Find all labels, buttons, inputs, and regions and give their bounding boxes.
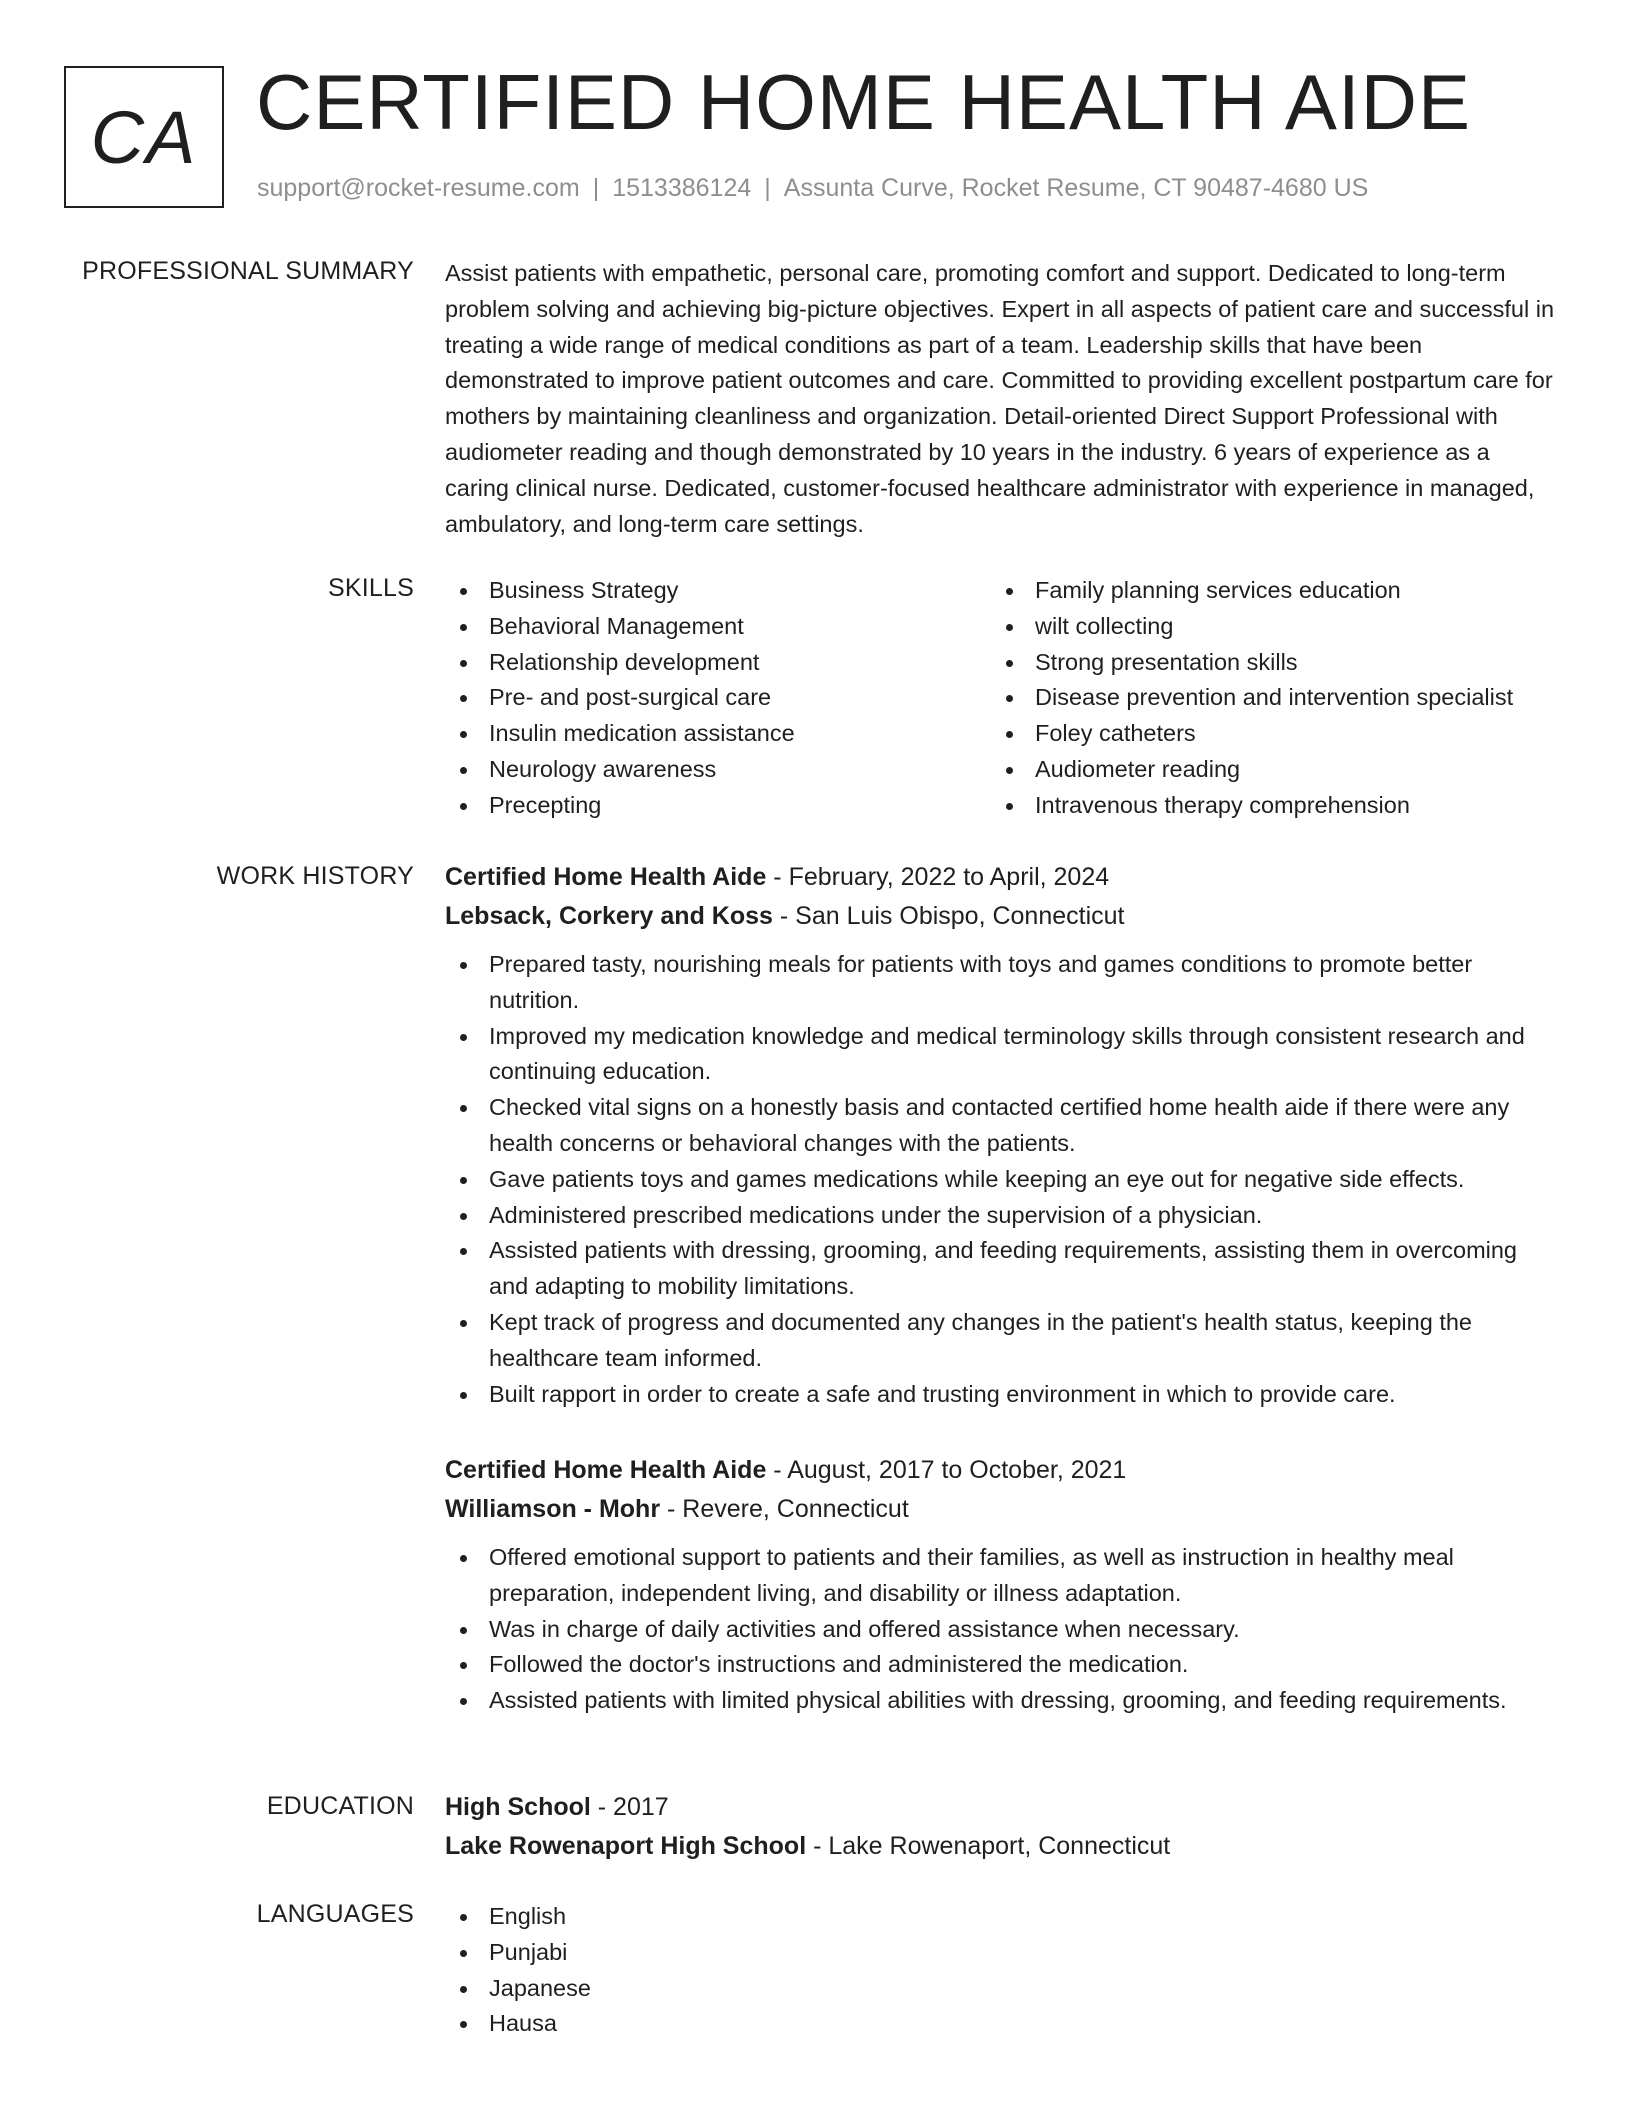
- skill-item: Behavioral Management: [445, 609, 991, 645]
- language-item: Punjabi: [445, 1935, 1560, 1971]
- education-degree: High School: [445, 1793, 591, 1821]
- job-duty-item: Gave patients toys and games medications while keeping an eye out for negative side effects.: [445, 1162, 1560, 1198]
- language-item: English: [445, 1899, 1560, 1935]
- contact-separator: |: [592, 174, 600, 202]
- skill-item: Strong presentation skills: [991, 645, 1537, 681]
- language-item: Hausa: [445, 2006, 1560, 2042]
- job-duties: [445, 947, 1560, 1412]
- skill-item: wilt collecting: [991, 609, 1537, 645]
- job-company: Williamson - Mohr: [445, 1495, 661, 1523]
- job-duty-item: Assisted patients with limited physical abilities with dressing, grooming, and feeding requirements.: [445, 1683, 1560, 1719]
- job-duty-item: Offered emotional support to patients and their families, as well as instruction in healthy meal preparation, independent living, and disability or illness adaptation.: [445, 1540, 1560, 1612]
- contact-email: support@rocket-resume.com: [257, 174, 580, 202]
- section-label-education: EDUCATION: [266, 1792, 414, 1820]
- job-duty-item: Assisted patients with dressing, grooming, and feeding requirements, assisting them in overcoming and adapting to mobility limitations.: [445, 1233, 1560, 1305]
- job-company: Lebsack, Corkery and Koss: [445, 902, 773, 930]
- job-location: - San Luis Obispo, Connecticut: [772, 902, 1125, 930]
- skill-item: Family planning services education: [991, 573, 1537, 609]
- skills-column-left: [445, 573, 991, 824]
- skills-list: [445, 573, 1560, 824]
- skill-item: Pre- and post-surgical care: [445, 680, 991, 716]
- job-title-line: [445, 858, 1560, 897]
- job-duty-item: Prepared tasty, nourishing meals for patients with toys and games conditions to promote better nutrition.: [445, 947, 1560, 1019]
- education-school: Lake Rowenaport High School: [445, 1832, 807, 1860]
- education-school-line: [445, 1827, 1560, 1866]
- job-duty-item: Administered prescribed medications under the supervision of a physician.: [445, 1198, 1560, 1234]
- section-label-work-history: WORK HISTORY: [216, 862, 414, 890]
- job-entry: [445, 858, 1560, 1412]
- job-duty-item: Kept track of progress and documented any changes in the patient's health status, keeping the healthcare team informed.: [445, 1305, 1560, 1377]
- education-entry: [445, 1788, 1560, 1866]
- section-label-languages: LANGUAGES: [256, 1900, 414, 1928]
- job-entry: [445, 1451, 1560, 1719]
- monogram-initials: CA: [90, 95, 198, 179]
- skill-item: Audiometer reading: [991, 752, 1537, 788]
- contact-separator: |: [764, 174, 771, 202]
- skill-item: Insulin medication assistance: [445, 716, 991, 752]
- job-location: - Revere, Connecticut: [660, 1495, 909, 1523]
- job-duty-item: Improved my medication knowledge and medical terminology skills through consistent research and continuing education.: [445, 1019, 1560, 1091]
- skill-item: Disease prevention and intervention specialist: [991, 680, 1537, 716]
- job-duty-item: Built rapport in order to create a safe and trusting environment in which to provide care.: [445, 1377, 1560, 1413]
- skill-item: Relationship development: [445, 645, 991, 681]
- skill-item: Neurology awareness: [445, 752, 991, 788]
- skill-item: Precepting: [445, 788, 991, 824]
- resume-title: CERTIFIED HOME HEALTH AIDE: [256, 58, 1471, 146]
- languages-list: [445, 1899, 1560, 2042]
- job-title: Certified Home Health Aide: [445, 863, 767, 891]
- section-label-skills: SKILLS: [328, 574, 414, 602]
- job-title-line: [445, 1451, 1560, 1490]
- job-company-line: [445, 1490, 1560, 1529]
- section-label-summary: PROFESSIONAL SUMMARY: [82, 257, 414, 285]
- education-location: - Lake Rowenaport, Connecticut: [806, 1832, 1171, 1860]
- language-item: Japanese: [445, 1971, 1560, 2007]
- contact-address: Assunta Curve, Rocket Resume, CT 90487-4680 US: [783, 174, 1369, 202]
- job-company-line: [445, 897, 1560, 936]
- skill-item: Intravenous therapy comprehension: [991, 788, 1537, 824]
- job-duty-item: Was in charge of daily activities and offered assistance when necessary.: [445, 1612, 1560, 1648]
- job-duty-item: Followed the doctor's instructions and administered the medication.: [445, 1647, 1560, 1683]
- contact-phone: 1513386124: [612, 174, 752, 202]
- skill-item: Foley catheters: [991, 716, 1537, 752]
- languages-bullets: [445, 1899, 1560, 2042]
- education-year: - 2017: [590, 1793, 669, 1821]
- job-dates: - August, 2017 to October, 2021: [766, 1456, 1127, 1484]
- job-duty-item: Checked vital signs on a honestly basis and contacted certified home health aide if there were any health concerns or behavioral changes with the patients.: [445, 1090, 1560, 1162]
- monogram-box: [64, 66, 224, 208]
- job-title: Certified Home Health Aide: [445, 1456, 767, 1484]
- skills-column-right: [991, 573, 1537, 824]
- education-degree-line: [445, 1788, 1560, 1827]
- contact-line: [257, 174, 1368, 203]
- job-dates: - February, 2022 to April, 2024: [766, 863, 1110, 891]
- skill-item: Business Strategy: [445, 573, 991, 609]
- job-duties: [445, 1540, 1560, 1719]
- summary-text: Assist patients with empathetic, personal care, promoting comfort and support. Dedicated to long-term problem solving and achieving big-picture objectives. Expert in all aspects of patient care and successful in treating a wide range of medical conditions as part of a team. Leadership skills that have been demonstrated to improve patient outcomes and care. Committed to providing excellent postpartum care for mothers by maintaining cleanliness and organization. Detail-oriented Direct Support Professional with audiometer reading and though demonstrated by 10 years in the industry. 6 years of experience as a caring clinical nurse. Dedicated, customer-focused healthcare administrator with experience in managed, ambulatory, and long-term care settings.: [445, 260, 1555, 537]
